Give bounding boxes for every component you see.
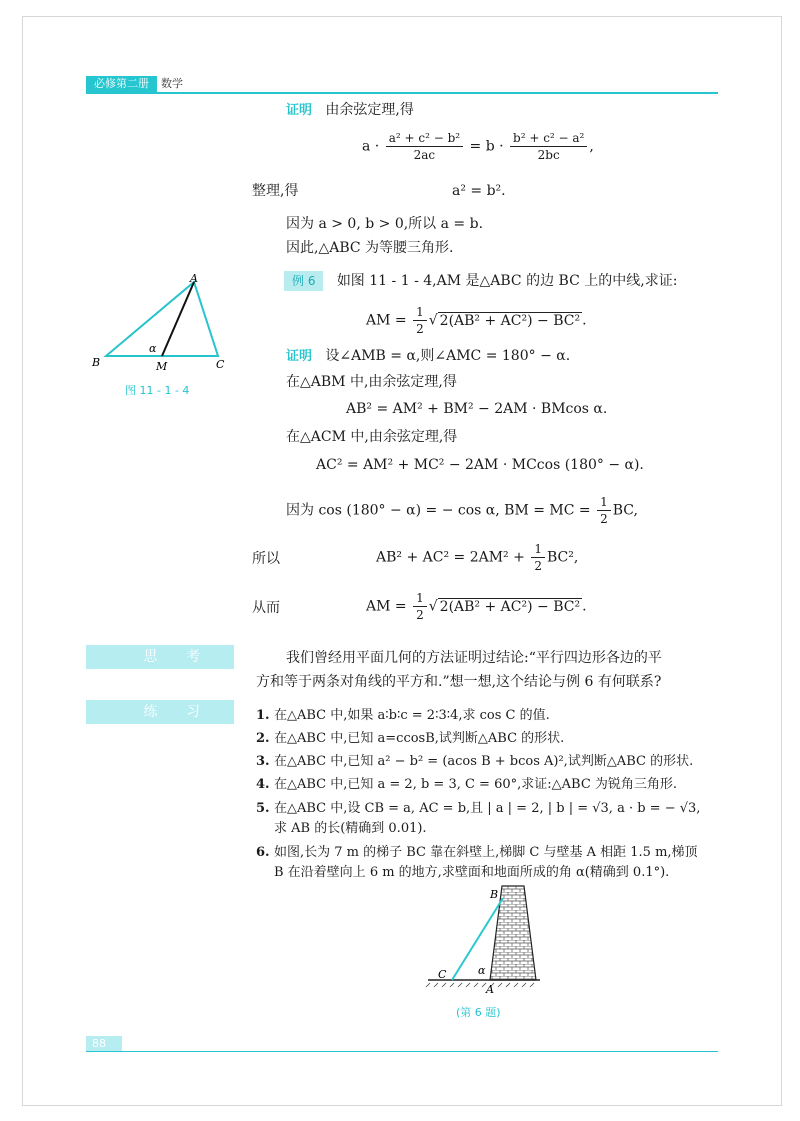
book-tag: 必修第二册 [86, 76, 157, 92]
thus-equation: AM = $\frac{1}{2}$ √ 2(AB² + AC²) − BC² . [366, 591, 587, 622]
vertex-a-label: A [190, 272, 198, 285]
so-label: 所以 [252, 551, 280, 567]
proof2-line5: AC² = AM² + MC² − 2AM · MCcos (180° − α). [316, 457, 644, 473]
proof1-line3: 因为 a > 0, b > 0,所以 a = b. [286, 216, 484, 232]
exercise-2: 2. 在△ABC 中,已知 a=ccosB,试判断△ABC 的形状. [256, 731, 565, 746]
vertex-b-label: B [92, 356, 101, 369]
wall-base-a-label: A [486, 983, 494, 996]
proof-label: 证明 [286, 103, 313, 118]
proof2-line1: 证明 设∠AMB = α,则∠AMC = 180° − α. [286, 348, 571, 364]
median-am [162, 282, 194, 356]
exercise-6: 6. 如图,长为 7 m 的梯子 BC 靠在斜壁上,梯脚 C 与壁基 A 相距 1.5 m,梯顶 [256, 845, 698, 860]
rearrange-label: 整理,得 [252, 183, 299, 199]
angle-alpha-label: α [149, 342, 157, 355]
ladder-top-b-label: B [490, 888, 499, 901]
proof-label: 证明 [286, 349, 313, 364]
proof2-line2: 在△ABM 中,由余弦定理,得 [286, 374, 457, 390]
proof1-equation2: a² = b². [452, 183, 506, 199]
triangle-abc [106, 282, 218, 356]
proof2-line4: 在△ACM 中,由余弦定理,得 [286, 429, 458, 445]
page-number: 88 [86, 1036, 122, 1052]
proof1-line4: 因此,△ABC 为等腰三角形. [286, 240, 454, 256]
exercise-5: 5. 在△ABC 中,设 CB = a, AC = b,且 | a | = 2, | b | = √3, a · b = − √3, [256, 801, 701, 816]
ground-hatch [426, 983, 534, 987]
sqrt-sign: √ [428, 598, 438, 615]
example6-statement: 例 6 如图 11 - 1 - 4,AM 是△ABC 的边 BC 上的中线,求证: [284, 271, 677, 291]
header-rule [86, 92, 718, 94]
proof2-line3: AB² = AM² + BM² − 2AM · BMcos α. [346, 401, 608, 417]
subject-tag: 数学 [157, 76, 187, 92]
exercise-5-line2: 求 AB 的长(精确到 0.01). [274, 821, 427, 836]
point-m-label: M [156, 360, 168, 373]
fraction: $\frac{1}{2}$ [413, 304, 427, 337]
ladder-figure [424, 880, 544, 996]
example6-equation: AM = $\frac{1}{2}$ √ 2(AB² + AC²) − BC² . [366, 305, 587, 336]
fraction: $\frac{1}{2}$ [531, 541, 545, 574]
think-line2: 方和等于两条对角线的平方和.”想一想,这个结论与例 6 有何联系? [256, 674, 662, 690]
fraction: $\frac{1}{2}$ [413, 590, 427, 623]
vertex-c-label: C [216, 358, 225, 371]
fraction: $\frac{1}{2}$ [597, 494, 611, 527]
proof2-line6: 因为 cos (180° − α) = − cos α, BM = MC = $\frac{1}{2}$ BC, [286, 495, 638, 526]
triangle-figure [86, 272, 236, 378]
ladder-figure-caption: (第 6 题) [456, 1006, 501, 1019]
proof1-intro: 证明 由余弦定理,得 [286, 102, 414, 118]
thus-label: 从而 [252, 600, 280, 616]
fraction: $\frac{\text{b² + c² − a²}}{2bc}$ [510, 130, 587, 163]
think-bar: 思 考 [86, 645, 234, 669]
sqrt-sign: √ [428, 312, 438, 329]
header-tag [86, 76, 187, 92]
so-equation: AB² + AC² = 2AM² + $\frac{1}{2}$ BC², [376, 542, 579, 573]
exercise-1: 1. 在△ABC 中,如果 a∶b∶c = 2∶3∶4,求 cos C 的值. [256, 708, 550, 723]
footer-rule [86, 1051, 718, 1052]
exercise-6-line2: B 在沿着壁向上 6 m 的地方,求壁面和地面所成的角 α(精确到 0.1°). [274, 865, 670, 880]
fraction: $\frac{\text{a² + c² − b²}}{2ac}$ [386, 130, 463, 163]
think-line1: 我们曾经用平面几何的方法证明过结论:“平行四边形各边的平 [286, 650, 662, 666]
ladder-foot-c-label: C [438, 968, 447, 981]
wall-angle-alpha-label: α [478, 964, 486, 977]
exercise-3: 3. 在△ABC 中,已知 a² − b² = (acos B + bcos A)²,试判断△ABC 的形状. [256, 754, 694, 769]
exercise-4: 4. 在△ABC 中,已知 a = 2, b = 3, C = 60°,求证:△ABC 为锐角三角形. [256, 777, 678, 792]
example-badge: 例 6 [284, 271, 323, 291]
practice-bar: 练 习 [86, 700, 234, 724]
figure-caption: 图 11 - 1 - 4 [125, 384, 190, 397]
proof1-equation1: a · $\frac{\text{a² + c² − b²}}{2ac}$ = b · $\frac{\text{b² + c² − a²}}{2bc}$ , [362, 131, 594, 162]
